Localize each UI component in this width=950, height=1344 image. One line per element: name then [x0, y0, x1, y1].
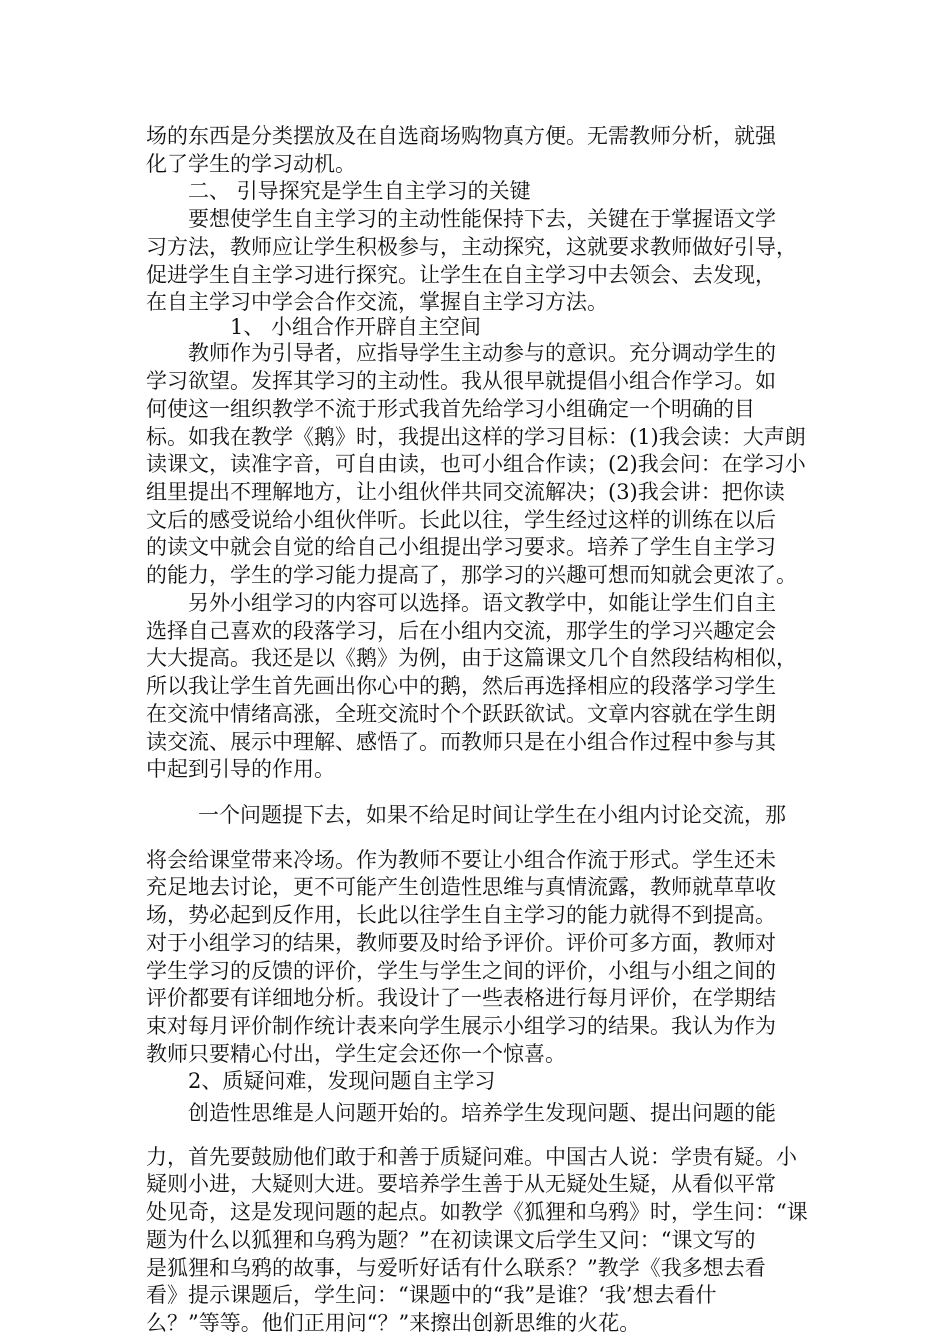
text-line: 将会给课堂带来冷场。作为教师不要让小组合作流于形式。学生还未	[146, 847, 776, 872]
text-line: 标。如我在教学《鹅》时，我提出这样的学习目标：(1)我会读：大声朗	[146, 424, 806, 449]
text-line: 场，势必起到反作用，长此以往学生自主学习的能力就得不到提高。	[146, 903, 776, 928]
text-line: 何使这一组织教学不流于形式我首先给学习小组确定一个明确的目	[146, 396, 755, 421]
text-line: 在交流中情绪高涨，全班交流时个个跃跃欲试。文章内容就在学生朗	[146, 701, 776, 726]
text-line: 看》提示课题后，学生问：“课题中的“我”是谁？‘我’想去看什	[146, 1283, 717, 1308]
text-line: 教师作为引导者，应指导学生主动参与的意识。充分调动学生的	[188, 341, 776, 366]
text-line: 充足地去讨论，更不可能产生创造性思维与真情流露，教师就草草收	[146, 875, 776, 900]
text-line: 文后的感受说给小组伙伴听。长此以往，学生经过这样的训练在以后	[146, 507, 776, 532]
text-line: 中起到引导的作用。	[146, 757, 335, 782]
text-line: 的读文中就会自觉的给自己小组提出学习要求。培养了学生自主学习	[146, 535, 776, 560]
text-line: 选择自己喜欢的段落学习，后在小组内交流，那学生的学习兴趣定会	[146, 618, 776, 643]
subsection-heading: 2、质疑问难，发现问题自主学习	[188, 1068, 496, 1093]
text-line: 读交流、展示中理解、感悟了。而教师只是在小组合作过程中参与其	[146, 729, 776, 754]
text-line: 所以我让学生首先画出你心中的鹅，然后再选择相应的段落学习学生	[146, 674, 776, 699]
text-line: 的能力，学生的学习能力提高了，那学习的兴趣可想而知就会更浓了。	[146, 563, 797, 588]
text-line: 在自主学习中学会合作交流，掌握自主学习方法。	[146, 290, 608, 315]
text-line: 教师只要精心付出，学生定会还你一个惊喜。	[146, 1041, 566, 1066]
text-line: 要想使学生自主学习的主动性能保持下去，关键在于掌握语文学	[188, 207, 776, 232]
text-line: 场的东西是分类摆放及在自选商场购物真方便。无需教师分析，就强	[146, 124, 776, 148]
text-line: 是狐狸和乌鸦的故事，与爱听好话有什么联系？”教学《我多想去看	[146, 1255, 766, 1280]
text-line: 题为什么以狐狸和乌鸦为题？”在初读课文后学生又问：“课文写的	[146, 1227, 756, 1252]
text-line: 评价都要有详细地分析。我设计了一些表格进行每月评价，在学期结	[146, 986, 776, 1011]
text-line: 化了学生的学习动机。	[146, 151, 356, 176]
text-line: 力，首先要鼓励他们敢于和善于质疑问难。中国古人说：学贵有疑。小	[146, 1144, 797, 1169]
section-heading: 二、 引导探究是学生自主学习的关键	[188, 179, 531, 204]
text-line: 处见奇，这是发现问题的起点。如教学《狐狸和乌鸦》时，学生问：“课	[146, 1200, 808, 1225]
text-line: 另外小组学习的内容可以选择。语文教学中，如能让学生们自主	[188, 590, 776, 615]
text-line: 习方法，教师应让学生积极参与，主动探究，这就要求教师做好引导，	[146, 234, 797, 259]
text-line: 疑则小进，大疑则大进。要培养学生善于从无疑处生疑，从看似平常	[146, 1172, 776, 1197]
text-line: 么？”等等。他们正用问“？”来擦出创新思维的火花。	[146, 1311, 641, 1335]
text-line: 创造性思维是人问题开始的。培养学生发现问题、提出问题的能	[188, 1100, 776, 1125]
text-line: 大大提高。我还是以《鹅》为例，由于这篇课文几个自然段结构相似，	[146, 646, 797, 671]
text-line: 读课文，读准字音，可自由读，也可小组合作读；(2)我会问：在学习小	[146, 452, 806, 477]
text-line: 学习欲望。发挥其学习的主动性。我从很早就提倡小组合作学习。如	[146, 369, 776, 394]
subsection-heading: 1、 小组合作开辟自主空间	[230, 314, 482, 339]
text-line: 对于小组学习的结果，教师要及时给予评价。评价可多方面，教师对	[146, 930, 776, 955]
text-line: 组里提出不理解地方，让小组伙伴共同交流解决；(3)我会讲：把你读	[146, 480, 785, 504]
text-line: 一个问题提下去，如果不给足时间让学生在小组内讨论交流，那	[198, 802, 786, 827]
text-line: 学生学习的反馈的评价，学生与学生之间的评价，小组与小组之间的	[146, 958, 776, 983]
text-line: 束对每月评价制作统计表来向学生展示小组学习的结果。我认为作为	[146, 1014, 776, 1039]
text-line: 促进学生自主学习进行探究。让学生在自主学习中去领会、去发现，	[146, 262, 776, 287]
